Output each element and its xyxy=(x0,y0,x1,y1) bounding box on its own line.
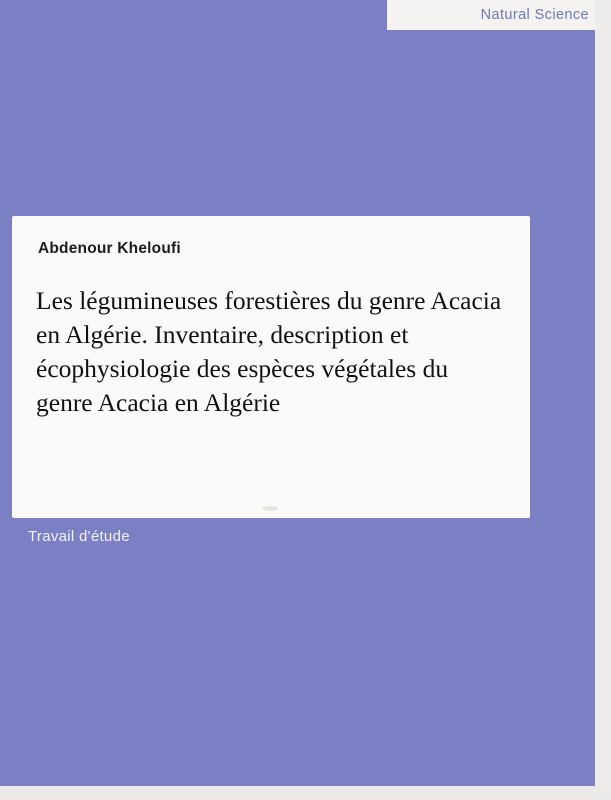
author-name: Abdenour Kheloufi xyxy=(38,240,181,257)
scan-edge-right xyxy=(595,0,611,800)
scan-blemish xyxy=(262,506,278,511)
series-label: Natural Science xyxy=(480,7,589,23)
scan-edge-bottom xyxy=(0,786,611,800)
page-title: Les légumineuses forestières du genre Acacia en Algérie. Inventaire, description et écophysiologie des espèces végétales du genre Acacia en Algérie xyxy=(36,286,502,417)
series-band xyxy=(387,0,611,30)
title-card xyxy=(12,216,530,518)
work-type-label: Travail d'étude xyxy=(28,528,130,545)
cover-top-notch xyxy=(387,30,611,46)
